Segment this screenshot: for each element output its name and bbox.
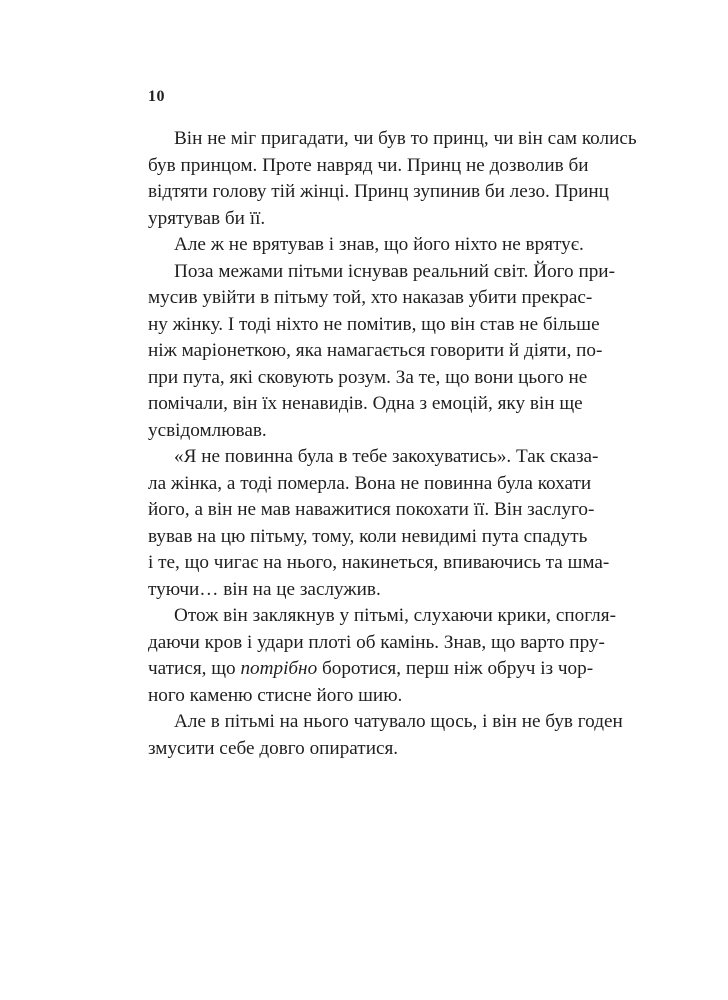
text-fragment: чатися, що (148, 658, 241, 679)
text-line: був принцом. Проте навряд чи. Принц не дозволив би (148, 154, 589, 176)
paragraph (148, 709, 623, 762)
text-line: змусити себе довго опиратися. (148, 737, 399, 759)
text-line: усвідомлював. (148, 419, 267, 441)
text-line: ного каменю стисне його шию. (148, 684, 403, 706)
text-fragment: боротися, перш ніж обруч із чор- (317, 658, 594, 679)
text-line: Поза межами пітьми існував реальний світ. Його при- (174, 260, 615, 282)
text-line: «Я не повинна була в тебе закохуватись». Так сказа- (174, 446, 599, 467)
text-line: відтяти голову тій жінці. Принц зупинив би лезо. Принц (148, 181, 609, 202)
text-line: Але ж не врятував і знав, що його ніхто не врятує. (174, 234, 584, 255)
emphasized-word: потрібно (240, 658, 318, 679)
text-line: і те, що чигає на нього, накинеться, впиваючись та шма- (148, 552, 610, 573)
text-line: туючи… він на це заслужив. (148, 578, 381, 600)
text-line: вував на цю пітьму, тому, коли невидимі пута спадуть (148, 525, 588, 547)
text-line: ну жінку. І тоді ніхто не помітив, що він став не більше (148, 313, 600, 335)
text-line: мусив увійти в пітьму той, хто наказав убити прекрас- (148, 287, 593, 308)
text-line: його, а він не мав наважитися покохати її. Він заслуго- (148, 499, 595, 520)
text-line: урятував би її. (148, 207, 266, 229)
paragraph (148, 603, 616, 709)
paragraph (148, 444, 610, 603)
paragraph (148, 259, 615, 445)
text-line: ніж маріонеткою, яка намагається говорити й діяти, по- (148, 340, 603, 361)
text-line: Отож він заклякнув у пітьмі, слухаючи крики, спогля- (174, 605, 616, 626)
text-line (148, 656, 594, 683)
text-line: даючи кров і удари плоті об камінь. Знав, що варто пру- (148, 631, 605, 653)
text-line: помічали, він їх ненавидів. Одна з емоцій, яку він ще (148, 393, 583, 414)
paragraph (148, 126, 637, 232)
page-number: 10 (148, 88, 165, 105)
text-line: Він не міг пригадати, чи був то принц, чи він сам колись (174, 128, 637, 149)
text-line: ла жінка, а тоді померла. Вона не повинна була кохати (148, 472, 592, 494)
body-text (148, 126, 637, 762)
text-line: при пута, які сковують розум. За те, що вони цього не (148, 366, 588, 388)
text-line: Але в пітьмі на нього чатувало щось, і він не був годен (174, 711, 623, 732)
paragraph (148, 232, 582, 259)
